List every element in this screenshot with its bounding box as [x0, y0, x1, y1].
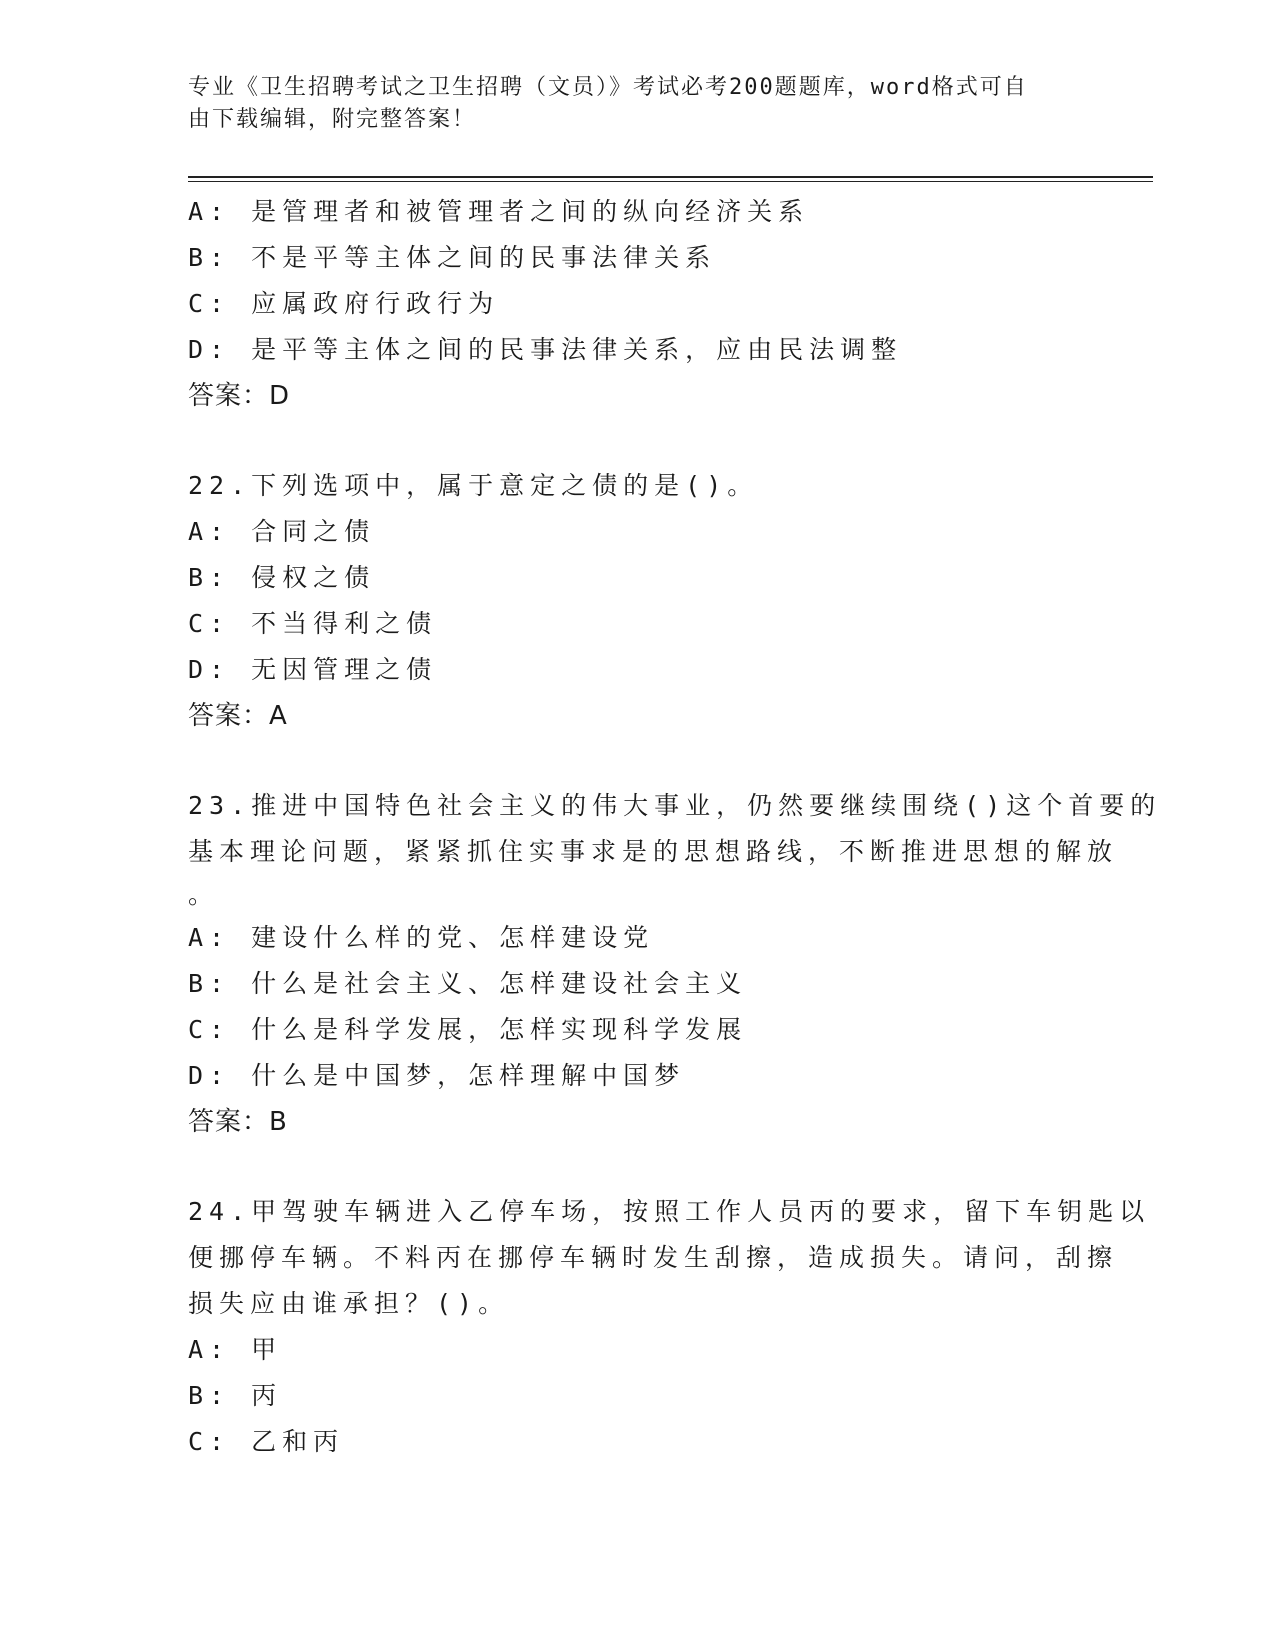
option-a: A: 甲	[188, 1335, 283, 1364]
option-b: B: 什么是社会主义、怎样建设社会主义	[188, 969, 748, 998]
option-d: D: 无因管理之债	[188, 655, 438, 684]
question-text-line-3: 损失应由谁承担？()。	[188, 1289, 510, 1318]
header-line-2: 由下载编辑，附完整答案！	[188, 107, 477, 132]
question-21	[188, 189, 1088, 419]
answer: 答案：A	[188, 701, 288, 731]
spacer	[188, 739, 1088, 783]
document-header	[188, 72, 1068, 136]
option-d: D: 什么是中国梦，怎样理解中国梦	[188, 1061, 686, 1090]
question-23	[188, 783, 1162, 1145]
question-text-line-3: 。	[188, 880, 220, 909]
question-list	[188, 189, 1162, 1465]
option-b: B: 不是平等主体之间的民事法律关系	[188, 243, 717, 272]
question-text-line-1: 23.推进中国特色社会主义的伟大事业，仍然要继续围绕()这个首要的	[188, 791, 1162, 820]
header-rule-top	[188, 176, 1153, 178]
option-d: D: 是平等主体之间的民事法律关系，应由民法调整	[188, 335, 903, 364]
question-text-line-2: 便挪停车辆。不料丙在挪停车辆时发生刮擦，造成损失。请问，刮擦	[188, 1243, 1119, 1272]
option-a: A: 建设什么样的党、怎样建设党	[188, 923, 655, 952]
question-24	[188, 1189, 1151, 1465]
answer: 答案：B	[188, 1107, 288, 1137]
question-22	[188, 463, 1088, 739]
option-a: A: 合同之债	[188, 517, 376, 546]
option-c: C: 不当得利之债	[188, 609, 438, 638]
question-text-line-2: 基本理论问题，紧紧抓住实事求是的思想路线，不断推进思想的解放	[188, 837, 1119, 866]
option-b: B: 丙	[188, 1381, 283, 1410]
spacer	[188, 1145, 1088, 1189]
option-b: B: 侵权之债	[188, 563, 376, 592]
option-a: A: 是管理者和被管理者之间的纵向经济关系	[188, 197, 810, 226]
question-text-line-1: 24.甲驾驶车辆进入乙停车场，按照工作人员丙的要求，留下车钥匙以	[188, 1197, 1151, 1226]
option-c: C: 什么是科学发展，怎样实现科学发展	[188, 1015, 748, 1044]
answer: 答案：D	[188, 381, 291, 411]
spacer	[188, 419, 1088, 463]
option-c: C: 应属政府行政行为	[188, 289, 500, 318]
option-c: C: 乙和丙	[188, 1427, 345, 1456]
question-text: 22.下列选项中，属于意定之债的是()。	[188, 471, 759, 500]
header-rule-bottom	[188, 181, 1153, 182]
header-line-1: 专业《卫生招聘考试之卫生招聘（文员）》考试必考200题题库，word格式可自	[188, 75, 1028, 100]
